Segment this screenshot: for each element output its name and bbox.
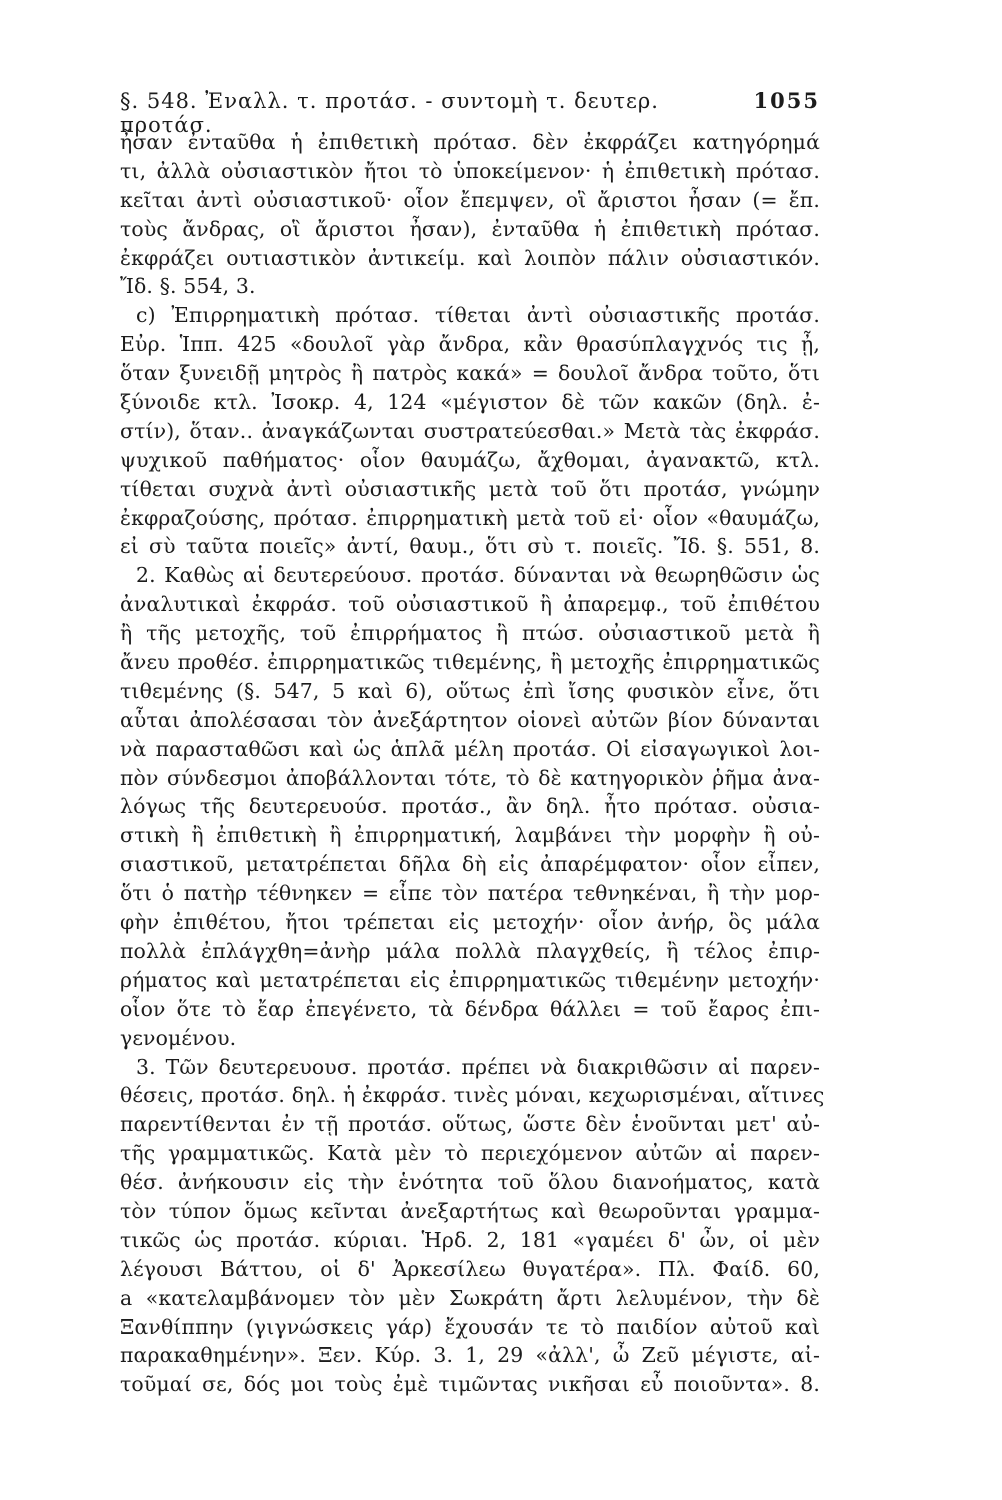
text-line: ρήματος καὶ μετατρέπεται εἰς ἐπιρρηματικῶς τιθεμένην μετοχήν· <box>120 967 820 992</box>
text-line: φὴν ἐπιθέτου, ἤτοι τρέπεται εἰς μετοχήν· οἷον ἀνήρ, ὃς μάλα <box>120 910 820 935</box>
body-text <box>120 128 825 1399</box>
text-line: πολλὰ ἐπλάγχθη=ἀνὴρ μάλα πολλὰ πλαγχθείς, ἢ τέλος ἐπιρ- <box>120 938 820 963</box>
text-line: τιθεμένης (§. 547, 5 καὶ 6), οὕτως ἐπὶ ἴσης φυσικὸν εἶνε, ὅτι <box>120 678 820 703</box>
text-line: τῆς γραμματικῶς. Κατὰ μὲν τὸ περιεχόμενον αὐτῶν αἱ παρεν- <box>120 1141 820 1166</box>
text-line: ἀναλυτικαὶ ἐκφράσ. τοῦ οὐσιαστικοῦ ἢ ἀπαρεμφ., τοῦ ἐπιθέτου <box>120 592 820 617</box>
text-line: 3. Τῶν δευτερευουσ. προτάσ. πρέπει νὰ διακριθῶσιν αἱ παρεν- <box>136 1054 820 1079</box>
text-line: οἷον ὅτε τὸ ἔαρ ἐπεγένετο, τὰ δένδρα θάλλει = τοῦ ἔαρος ἐπι- <box>120 996 820 1021</box>
text-line: αὗται ἀπολέσασαι τὸν ἀνεξάρτητον οἱονεὶ αὐτῶν βίον δύνανται <box>120 707 820 732</box>
text-line: Εὐρ. Ἱππ. 425 «δουλοῖ γὰρ ἄνδρα, κἂν θρασύπλαγχνός τις ᾖ, <box>120 332 820 357</box>
text-line: λόγως τῆς δευτερευούσ. προτάσ., ἂν δηλ. ἦτο πρότασ. οὐσια- <box>120 794 820 819</box>
text-line: ἄνευ προθέσ. ἐπιρρηματικῶς τιθεμένης, ἢ μετοχῆς ἐπιρρηματικῶς <box>120 650 820 675</box>
text-line: εἰ σὺ ταῦτα ποιεῖς» ἀντί, θαυμ., ὅτι σὺ τ. ποιεῖς. Ἴδ. §. 551, 8. <box>120 534 820 559</box>
text-line: Ξανθίππην (γιγνώσκεις γάρ) ἔχουσάν τε τὸ παιδίον αὐτοῦ καὶ <box>120 1314 820 1339</box>
text-line: ἐκφράζει ουτιαστικὸν ἀντικείμ. καὶ λοιπὸν πάλιν οὐσιαστικόν. <box>120 245 820 270</box>
text-line: κεῖται ἀντὶ οὐσιαστικοῦ· οἷον ἔπεμψεν, οἳ ἄριστοι ἦσαν (= ἔπ. <box>120 187 820 212</box>
text-line: Ἴδ. §. 554, 3. <box>120 274 256 299</box>
text-line: ὅταν ξυνειδῇ μητρὸς ἢ πατρὸς κακά» = δουλοῖ ἄνδρα τοῦτο, ὅτι <box>120 361 820 386</box>
section-title: §. 548. Ἐναλλ. τ. προτάσ. - συντομὴ τ. δευτερ. προτάσ. <box>120 89 659 137</box>
text-line: τοὺς ἄνδρας, οἳ ἄριστοι ἦσαν), ἐνταῦθα ἡ ἐπιθετικὴ πρότασ. <box>120 216 820 241</box>
text-line: ψυχικοῦ παθήματος· οἷον θαυμάζω, ἄχθομαι, ἀγανακτῶ, κτλ. <box>120 447 820 472</box>
text-line: τὸν τύπον ὅμως κεῖνται ἀνεξαρτήτως καὶ θεωροῦνται γραμμα- <box>120 1198 820 1223</box>
text-line: ἦσαν ἐνταῦθα ἡ ἐπιθετικὴ πρότασ. δὲν ἐκφράζει κατηγόρημά <box>120 130 820 154</box>
text-line: στίν), ὅταν.. ἀναγκάζωνται συστρατεύεσθαι.» Μετὰ τὰς ἐκφράσ. <box>120 418 820 443</box>
text-line: θέσ. ἀνήκουσιν εἰς τὴν ἑνότητα τοῦ ὅλου διανοήματος, κατὰ <box>120 1170 820 1195</box>
running-head <box>120 88 820 137</box>
text-line: τικῶς ὡς προτάσ. κύριαι. Ἡρδ. 2, 181 «γαμέει δ' ὦν, οἱ μὲν <box>120 1227 820 1252</box>
text-line: c) Ἐπιρρηματικὴ πρότασ. τίθεται ἀντὶ οὐσιαστικῆς προτάσ. <box>136 303 820 328</box>
text-line: τι, ἀλλὰ οὐσιαστικὸν ἤτοι τὸ ὑποκείμενον· ἡ ἐπιθετικὴ πρότασ. <box>120 158 820 183</box>
text-line: a «κατελαμβάνομεν τὸν μὲν Σωκράτη ἄρτι λελυμένον, τὴν δὲ <box>120 1285 820 1310</box>
text-line: ἐκφραζούσης, πρότασ. ἐπιρρηματικὴ μετὰ τοῦ εἰ· οἷον «θαυμάζω, <box>120 505 820 530</box>
text-line: θέσεις, προτάσ. δηλ. ἡ ἐκφράσ. τινὲς μόναι, κεχωρισμέναι, αἵτινες <box>120 1083 825 1108</box>
text-line: τίθεται συχνὰ ἀντὶ οὐσιαστικῆς μετὰ τοῦ ὅτι προτάσ, γνώμην <box>120 476 820 501</box>
page-number: 1055 <box>753 88 820 113</box>
book-page <box>120 88 825 1399</box>
text-line: γενομένου. <box>120 1025 237 1050</box>
text-line: λέγουσι Βάττου, οἱ δ' Ἀρκεσίλεω θυγατέρα». Πλ. Φαίδ. 60, <box>120 1256 820 1281</box>
text-line: ἢ τῆς μετοχῆς, τοῦ ἐπιρρήματος ἢ πτώσ. οὐσιαστικοῦ μετὰ ἢ <box>120 621 820 646</box>
text-line: ὅτι ὁ πατὴρ τέθνηκεν = εἶπε τὸν πατέρα τεθνηκέναι, ἢ τὴν μορ- <box>120 881 820 906</box>
text-line: τοῦμαί σε, δός μοι τοὺς ἐμὲ τιμῶντας νικῆσαι εὖ ποιοῦντα». 8. <box>120 1372 820 1397</box>
text-line: στικὴ ἢ ἐπιθετικὴ ἢ ἐπιρρηματική, λαμβάνει τὴν μορφὴν ἢ οὐ- <box>120 823 820 848</box>
text-line: νὰ παρασταθῶσι καὶ ὡς ἁπλᾶ μέλη προτάσ. Οἱ εἰσαγωγικοὶ λοι- <box>120 736 820 761</box>
text-line: σιαστικοῦ, μετατρέπεται δῆλα δὴ εἰς ἀπαρέμφατον· οἷον εἶπεν, <box>120 852 820 877</box>
text-line: πὸν σύνδεσμοι ἀποβάλλονται τότε, τὸ δὲ κατηγορικὸν ῥῆμα ἀνα- <box>120 765 820 790</box>
text-line: παρεντίθενται ἐν τῇ προτάσ. οὕτως, ὥστε δὲν ἑνοῦνται μετ' αὐ- <box>120 1112 820 1137</box>
text-line: 2. Καθὼς αἱ δευτερεύουσ. προτάσ. δύνανται νὰ θεωρηθῶσιν ὡς <box>136 563 820 588</box>
text-line: ξύνοιδε κτλ. Ἰσοκρ. 4, 124 «μέγιστον δὲ τῶν κακῶν (δηλ. ἐ- <box>120 390 820 415</box>
text-line: παρακαθημένην». Ξεν. Κύρ. 3. 1, 29 «ἀλλ', ὦ Ζεῦ μέγιστε, αἰ- <box>120 1343 820 1368</box>
